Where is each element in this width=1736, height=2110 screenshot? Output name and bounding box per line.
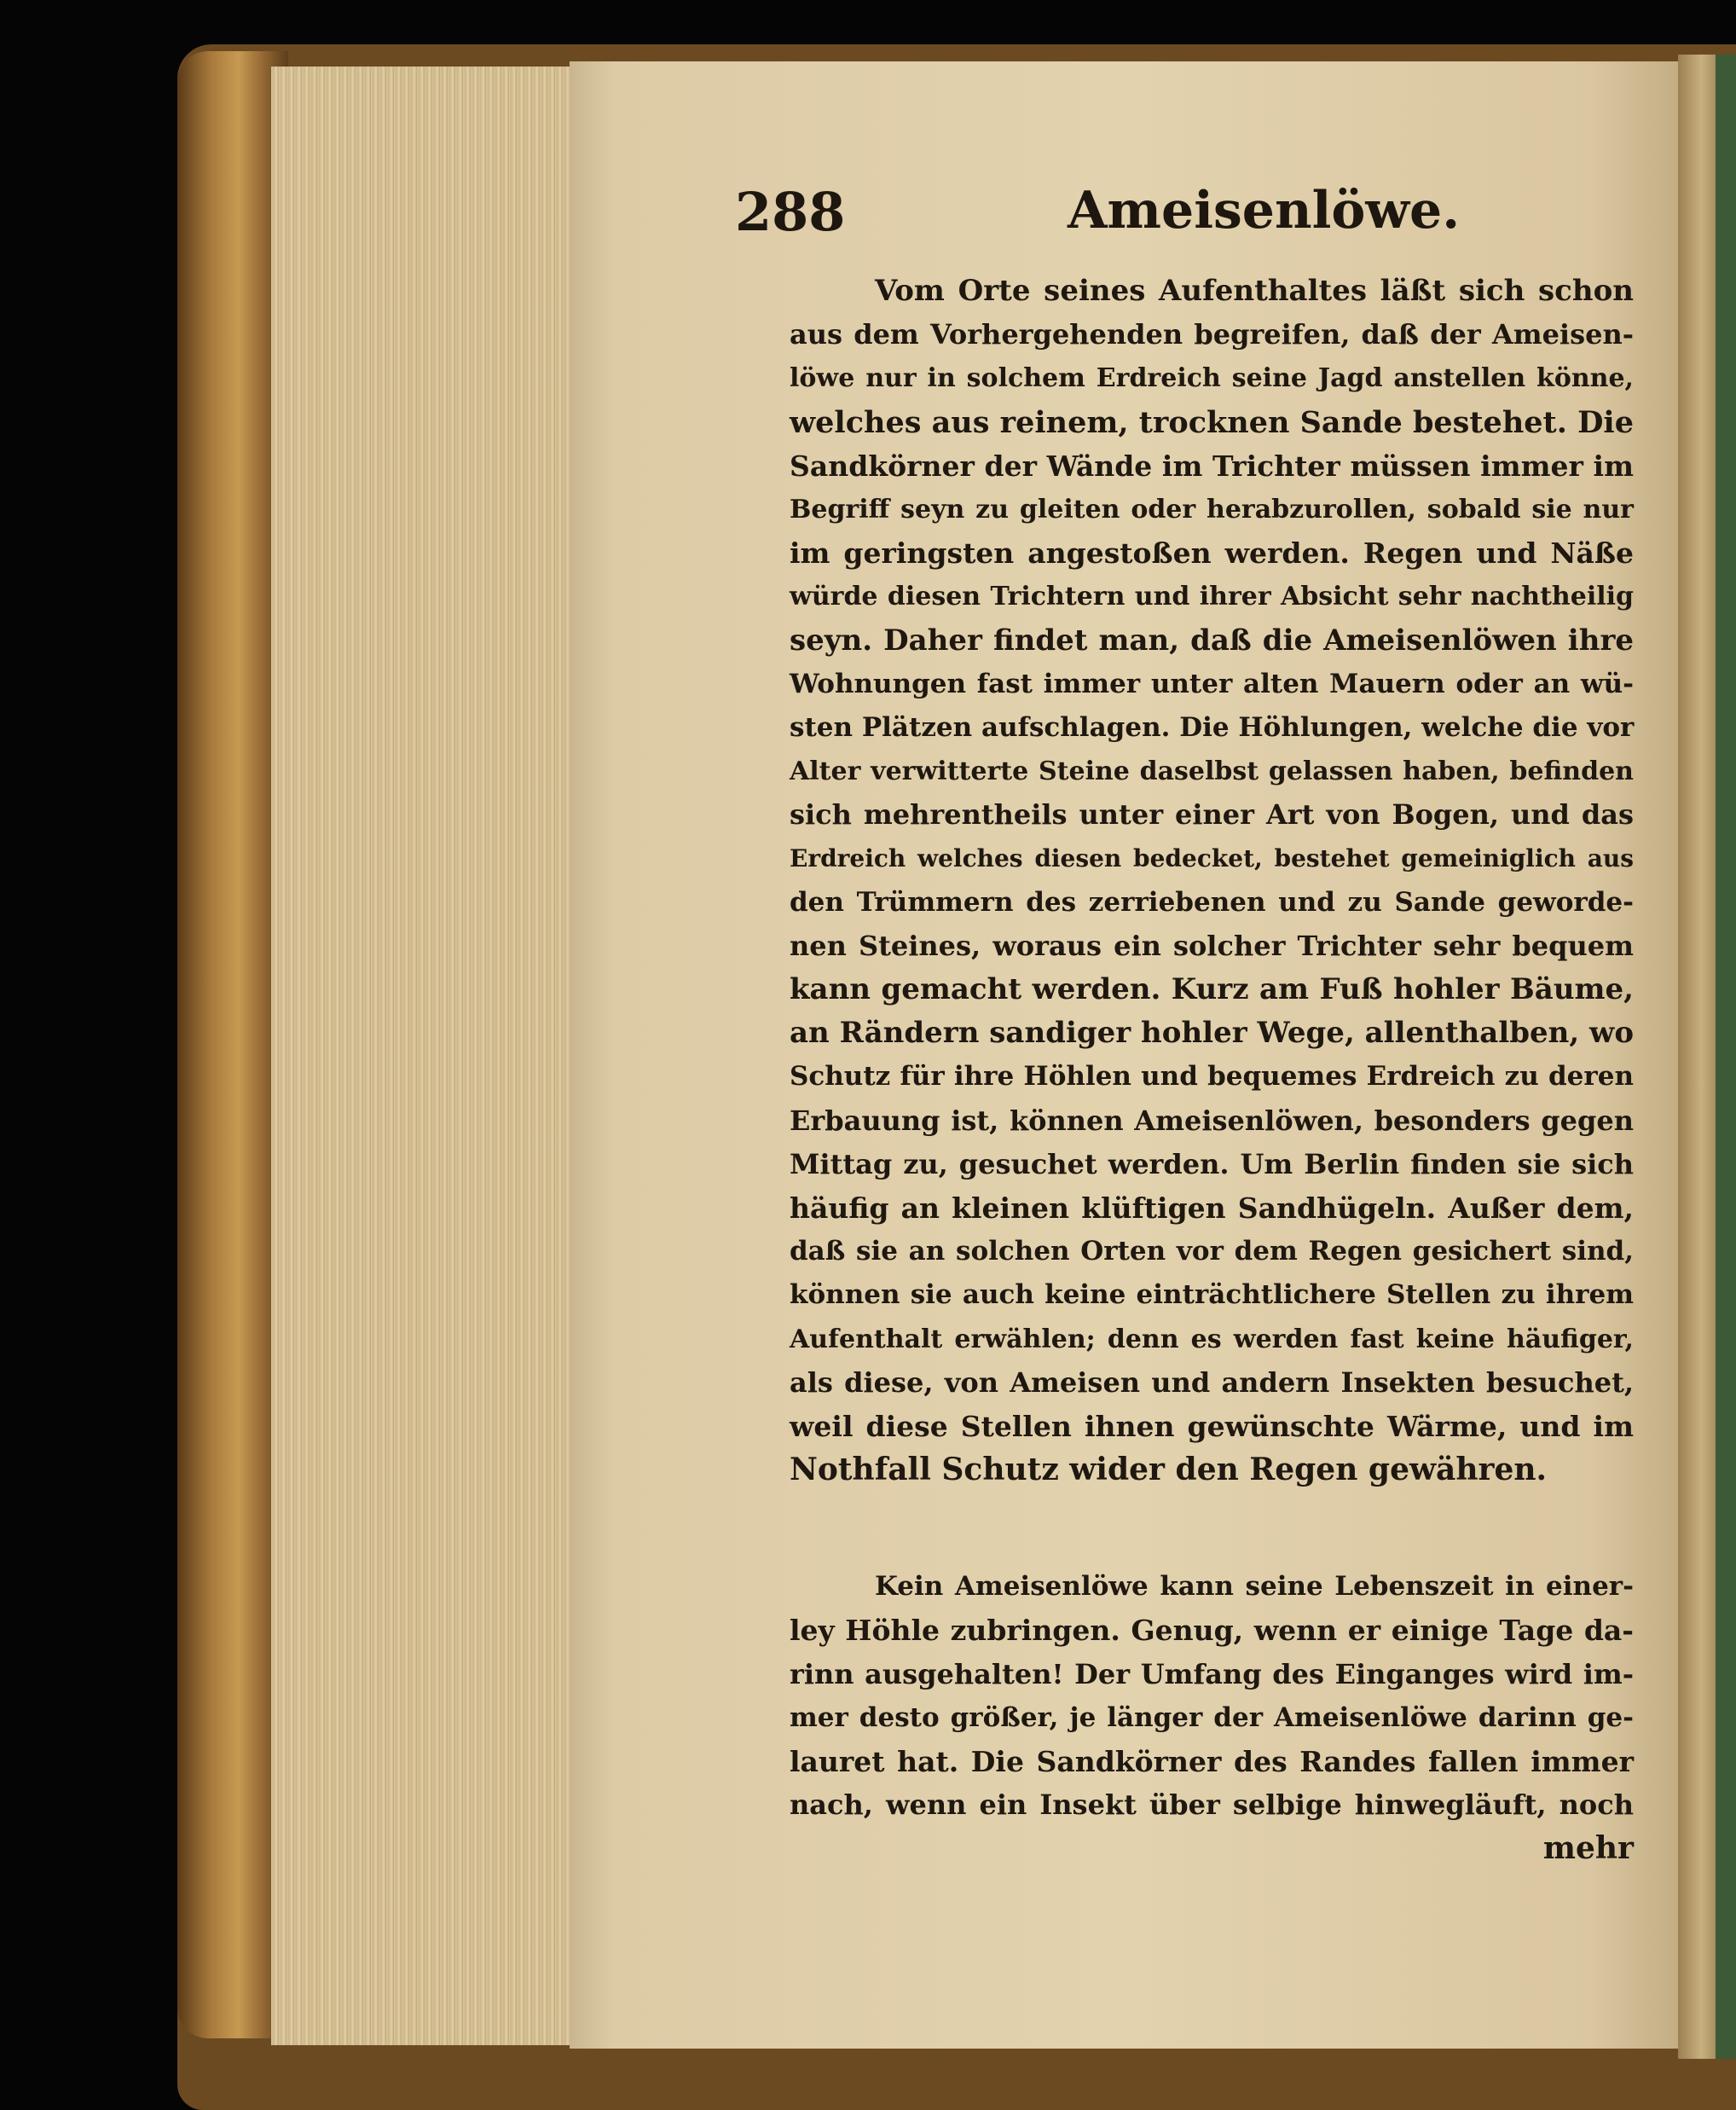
text-line: den Trümmern des zerriebenen und zu Sande geworde- <box>790 886 1634 918</box>
bookmark-strip <box>1716 55 1736 2059</box>
catchword: mehr <box>1542 1830 1634 1867</box>
text-line: Nothfall Schutz wider den Regen gewähren. <box>790 1452 1548 1488</box>
text-line: lauret hat. Die Sandkörner des Randes fallen immer <box>790 1745 1634 1778</box>
text-line: seyn. Daher findet man, daß die Ameisenlöwen ihre <box>790 623 1634 658</box>
text-line: würde diesen Trichtern und ihrer Absicht sehr nachtheilig <box>790 582 1634 612</box>
text-line: ley Höhle zubringen. Genug, wenn er einige Tage da- <box>790 1614 1634 1648</box>
text-line: Kein Ameisenlöwe kann seine Lebenszeit in einer- <box>875 1571 1634 1603</box>
text-line: mer desto größer, je länger der Ameisenlöwe darinn ge- <box>790 1701 1634 1733</box>
text-line: nen Steines, woraus ein solcher Trichter sehr bequem <box>790 929 1634 962</box>
text-line: Aufenthalt erwählen; denn es werden fast keine häufiger, <box>790 1324 1634 1354</box>
paragraph <box>790 270 1634 1492</box>
text-line: können sie auch keine einträchtlichere Stellen zu ihrem <box>790 1279 1634 1311</box>
text-line: löwe nur in solchem Erdreich seine Jagd anstellen könne, <box>790 363 1634 394</box>
text-line: Schutz für ihre Höhlen und bequemes Erdreich zu deren <box>790 1061 1634 1093</box>
text-line: Wohnungen fast immer unter alten Mauern oder an wü- <box>790 668 1634 699</box>
text-line: sten Plätzen aufschlagen. Die Höhlungen, welche die vor <box>790 711 1635 743</box>
text-line: Erdreich welches diesen bedecket, bestehet gemeiniglich aus <box>790 844 1634 873</box>
text-line: welches aus reinem, trocknen Sande bestehet. Die <box>790 404 1634 440</box>
page-header <box>735 181 1639 258</box>
text-line: an Rändern sandiger hohler Wege, allenthalben, wo <box>790 1016 1634 1051</box>
page-edges <box>271 67 578 2045</box>
text-line: sich mehrentheils unter einer Art von Bogen, und das <box>790 798 1634 832</box>
paragraph <box>790 1565 1634 1827</box>
text-line: Vom Orte seines Aufenthaltes läßt sich schon <box>875 274 1634 308</box>
text-line: rinn ausgehalten! Der Umfang des Einganges wird im- <box>790 1657 1634 1690</box>
text-line: Mittag zu, gesuchet werden. Um Berlin finden sie sich <box>790 1147 1634 1180</box>
text-line: im geringsten angestoßen werden. Regen und Näße <box>790 536 1634 571</box>
page-number: 288 <box>735 181 846 243</box>
running-title: Ameisenlöwe. <box>1068 181 1461 241</box>
text-line: Sandkörner der Wände im Trichter müssen immer im <box>790 449 1634 483</box>
paragraph-gap <box>790 1492 1634 1565</box>
text-line: Begriff seyn zu gleiten oder herabzurollen, sobald sie nur <box>790 494 1634 525</box>
text-line: als diese, von Ameisen und andern Insekten besuchet, <box>790 1365 1634 1399</box>
text-line: aus dem Vorhergehenden begreifen, daß der Ameisen- <box>790 318 1634 351</box>
page-body <box>790 270 1634 1870</box>
text-line: Erbauung ist, können Ameisenlöwen, besonders gegen <box>790 1104 1634 1137</box>
text-line: kann gemacht werden. Kurz am Fuß hohler Bäume, <box>790 972 1634 1006</box>
text-line: daß sie an solchen Orten vor dem Regen gesichert sind, <box>790 1236 1634 1267</box>
text-line: weil diese Stellen ihnen gewünschte Wärme, und im <box>790 1409 1634 1443</box>
text-line: häufig an kleinen klüftigen Sandhügeln. Außer dem, <box>790 1191 1634 1225</box>
text-line: Alter verwitterte Steine daselbst gelassen haben, befinden <box>790 756 1634 787</box>
text-line: nach, wenn ein Insekt über selbige hinwegläuft, noch <box>790 1788 1634 1822</box>
